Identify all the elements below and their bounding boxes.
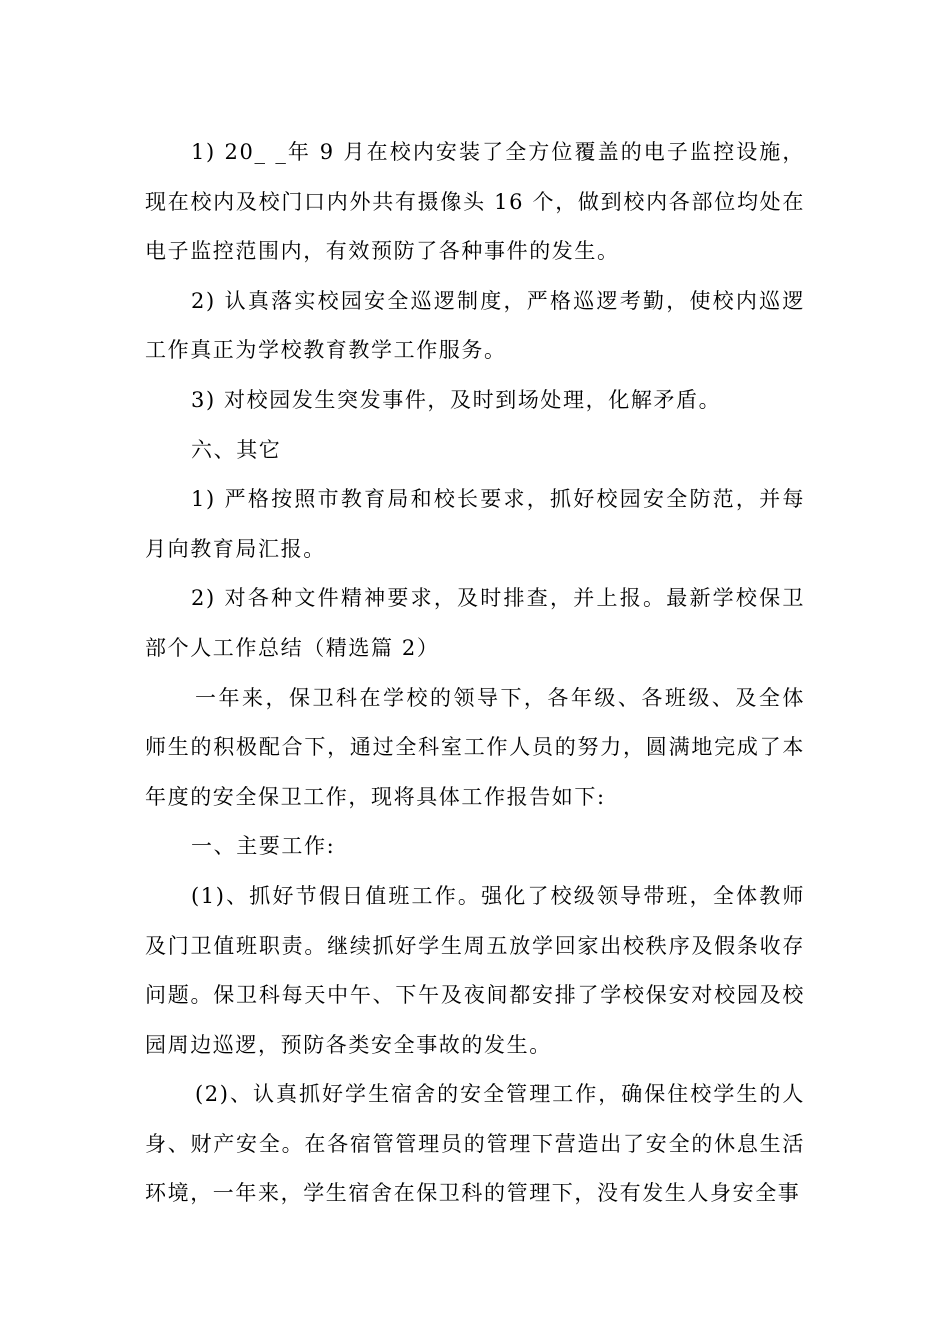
paragraph-dormitory: (2)、认真抓好学生宿舍的安全管理工作，确保住校学生的人身、财产安全。在各宿管管理员的管理下营造出了安全的休息生活环境，一年来，学生宿舍在保卫科的管理下，没有发生人身安全事 bbox=[145, 1082, 805, 1206]
paragraph-intro: 一年来，保卫科在学校的领导下，各年级、各班级、及全体师生的积极配合下，通过全科室工作人员的努力，圆满地完成了本年度的安全保卫工作，现将具体工作报告如下: bbox=[145, 685, 805, 809]
paragraph-monitoring: 1) 20_ _年 9 月在校内安装了全方位覆盖的电子监控设施，现在校内及校门口内外共有摄像头 16 个，做到校内各部位均处在电子监控范围内，有效预防了各种事件的发生。 bbox=[145, 140, 805, 264]
section-heading-main-work: 一、主要工作: bbox=[191, 834, 336, 859]
document-body bbox=[145, 128, 805, 1219]
section-heading-other: 六、其它 bbox=[191, 437, 282, 462]
paragraph-patrol: 2) 认真落实校园安全巡逻制度，严格巡逻考勤，使校内巡逻工作真正为学校教育教学工作服务。 bbox=[145, 288, 805, 363]
paragraph-holiday-duty: (1)、抓好节假日值班工作。强化了校级领导带班，全体教师及门卫值班职责。继续抓好学生周五放学回家出校秩序及假条收存问题。保卫科每天中午、下午及夜间都安排了学校保安对校园及校园周边巡逻，预防各类安全事故的发生。 bbox=[145, 883, 805, 1057]
paragraph-emergency: 3) 对校园发生突发事件，及时到场处理，化解矛盾。 bbox=[191, 387, 722, 412]
paragraph-documents: 2) 对各种文件精神要求，及时排查，并上报。最新学校保卫部个人工作总结（精选篇 2） bbox=[145, 586, 805, 660]
paragraph-report: 1) 严格按照市教育局和校长要求，抓好校园安全防范，并每月向教育局汇报。 bbox=[145, 487, 805, 561]
